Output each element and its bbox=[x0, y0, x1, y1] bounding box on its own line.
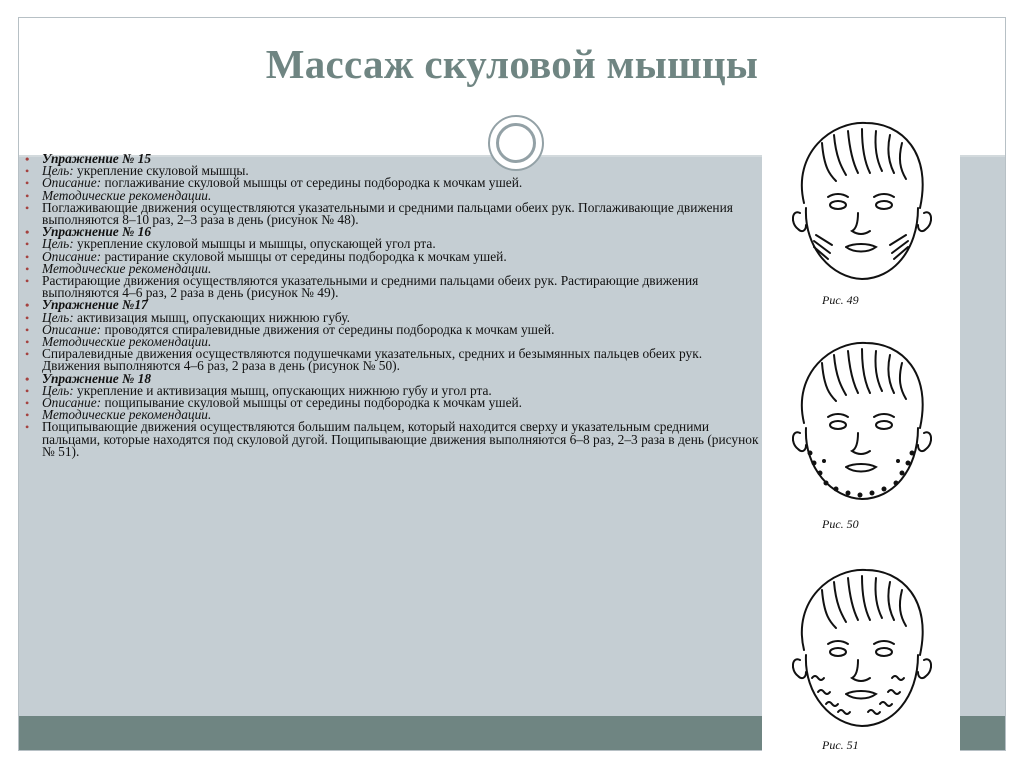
figure-caption: Рис. 49 bbox=[822, 293, 859, 307]
description-label: Описание: bbox=[42, 395, 102, 411]
exercise-heading: • Упражнение № 15 bbox=[19, 153, 759, 165]
goal-text: активизация мышц, опускающих нижнюю губу. bbox=[77, 309, 350, 325]
goal-label: Цель: bbox=[42, 309, 74, 325]
recommendations-text: • Поглаживающие движения осуществляются указательными и средними пальцами обеих рук. Поглаживающие движения выполняются 8–10 раз, 2–3 раза в день (рисунок № 48). bbox=[19, 202, 759, 226]
exercise-list bbox=[19, 153, 759, 458]
goal-text: укрепление скуловой мышцы. bbox=[77, 163, 249, 179]
recommendations-label: • Методические рекомендации. bbox=[19, 409, 759, 421]
goal-text: укрепление скуловой мышцы и мышцы, опускающей угол рта. bbox=[77, 236, 436, 252]
recommendations-label: • Методические рекомендации. bbox=[19, 336, 759, 348]
exercise-heading: • Упражнение №17 bbox=[19, 299, 759, 311]
recommendations-text: • Пощипывающие движения осуществляются большим пальцем, который находится сверху и указательным средними пальцами, которые находятся под скуловой дугой. Пощипывающие движения выполняются 6–8 раз, 2–3 раза в день (рисунок № 51). bbox=[19, 421, 759, 458]
goal-label: Цель: bbox=[42, 236, 74, 252]
description-text: растирание скуловой мышцы от середины подбородка к мочкам ушей. bbox=[104, 248, 507, 264]
page-title: Массаж скуловой мышцы bbox=[265, 41, 759, 87]
figure-49 bbox=[762, 113, 960, 307]
recommendations-label: • Методические рекомендации. bbox=[19, 190, 759, 202]
goal-label: Цель: bbox=[42, 382, 74, 398]
goal-text: укрепление и активизация мышц, опускающих нижнюю губу и угол рта. bbox=[77, 382, 492, 398]
goal-label: Цель: bbox=[42, 163, 74, 179]
description-label: Описание: bbox=[42, 175, 102, 191]
exercise-heading: • Упражнение № 16 bbox=[19, 226, 759, 238]
description-label: Описание: bbox=[42, 321, 102, 337]
figure-50 bbox=[762, 333, 960, 531]
figure-caption: Рис. 50 bbox=[822, 517, 859, 531]
child-face-stroke-illustration bbox=[762, 113, 960, 288]
description-text: пощипывание скуловой мышцы от середины подбородка к мочкам ушей. bbox=[104, 395, 523, 411]
figure-51 bbox=[762, 560, 960, 752]
child-face-spiral-illustration bbox=[762, 333, 960, 508]
child-face-pinch-illustration bbox=[762, 560, 960, 735]
recommendations-text: • Растирающие движения осуществляются указательными и средними пальцами обеих рук. Растирающие движения выполняются 4–6 раз, 2 раза в день (рисунок № 49). bbox=[19, 275, 759, 299]
description-text: проводятся спиралевидные движения от середины подбородка к мочкам ушей. bbox=[104, 321, 555, 337]
description-label: Описание: bbox=[42, 248, 102, 264]
recommendations-text: • Спиралевидные движения осуществляются подушечками указательных, средних и безымянных пальцев обеих рук. Движения выполняются 4–6 раз, 2 раза в день (рисунок № 50). bbox=[19, 348, 759, 372]
recommendations-label: • Методические рекомендации. bbox=[19, 263, 759, 275]
figure-caption: Рис. 51 bbox=[822, 738, 859, 752]
figures-column bbox=[762, 105, 960, 755]
description-text: поглаживание скуловой мышцы от середины подбородка к мочкам ушей. bbox=[104, 175, 523, 191]
exercise-heading: • Упражнение № 18 bbox=[19, 373, 759, 385]
